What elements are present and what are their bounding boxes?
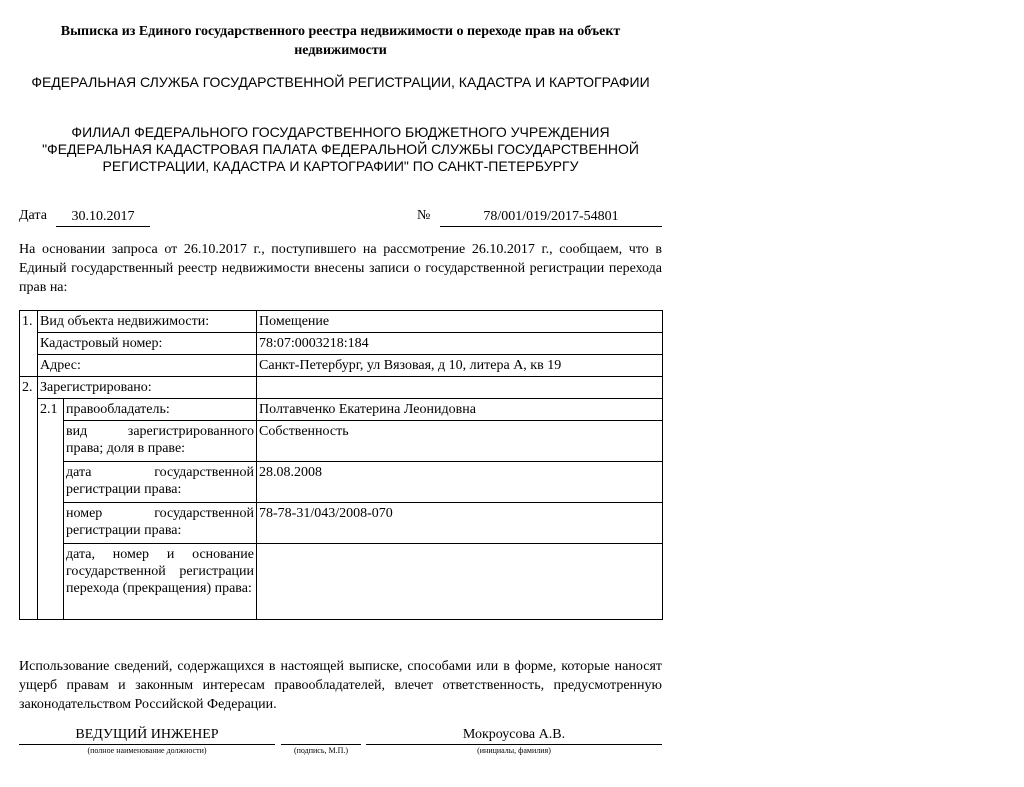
- cadastral-value: 78:07:0003218:184: [257, 333, 663, 355]
- position-block: [19, 726, 275, 756]
- table-row: [20, 333, 663, 355]
- table-row: [20, 355, 663, 377]
- table-row: [20, 421, 663, 462]
- date-number-line: [19, 208, 662, 228]
- reg-number-value: 78-78-31/043/2008-070: [257, 503, 663, 544]
- registered-label: Зарегистрировано:: [38, 377, 257, 399]
- row-number: 2.: [20, 377, 38, 620]
- address-value: Санкт-Петербург, ул Вязовая, д 10, литера А, кв 19: [257, 355, 663, 377]
- cadastral-label: Кадастровый номер:: [38, 333, 257, 355]
- table-row: [20, 311, 663, 333]
- table-row: [20, 399, 663, 421]
- table-row: [20, 503, 663, 544]
- transfer-basis-label: дата, номер и основание государственной регистрации перехода (прекращения) права:: [64, 544, 257, 620]
- number-value: 78/001/019/2017-54801: [440, 208, 662, 227]
- usage-warning: Использование сведений, содержащихся в настоящей выписке, способами или в форме, которые наносят ущерб правам и законным интересам правообладателей, влечет ответственность, предусмотренную законодательством Российской Федерации.: [19, 659, 662, 712]
- table-row: [20, 544, 663, 620]
- table-row: [20, 377, 663, 399]
- document-title: Выписка из Единого государственного реестра недвижимости о переходе прав на объект недвижимости: [60, 24, 621, 58]
- holder-value: Полтавченко Екатерина Леонидовна: [257, 399, 663, 421]
- registered-value: [257, 377, 663, 399]
- name-block: [366, 726, 662, 756]
- signer-name: Мокроусова А.В.: [366, 726, 662, 745]
- table-row: [20, 462, 663, 503]
- date-label: Дата: [19, 208, 47, 223]
- object-type-label: Вид объекта недвижимости:: [38, 311, 257, 333]
- branch-name: ФИЛИАЛ ФЕДЕРАЛЬНОГО ГОСУДАРСТВЕННОГО БЮДЖЕТНОГО УЧРЕЖДЕНИЯ "ФЕДЕРАЛЬНАЯ КАДАСТРОВАЯ ПАЛАТА ФЕДЕРАЛЬНОЙ СЛУЖБЫ ГОСУДАРСТВЕННОЙ РЕГИСТРАЦИИ, КАДАСТРА И КАРТОГРАФИИ" ПО САНКТ-ПЕТЕРБУРГУ: [42, 124, 639, 174]
- name-caption: (инициалы, фамилия): [477, 746, 551, 755]
- records-table: [19, 310, 663, 620]
- address-label: Адрес:: [38, 355, 257, 377]
- number-label: №: [417, 208, 431, 223]
- reg-date-label: дата государственной регистрации права:: [64, 462, 257, 503]
- signature-value: [281, 726, 361, 745]
- reg-number-label: номер государственной регистрации права:: [64, 503, 257, 544]
- position-value: ВЕДУЩИЙ ИНЖЕНЕР: [19, 726, 275, 745]
- object-type-value: Помещение: [257, 311, 663, 333]
- agency-name: ФЕДЕРАЛЬНАЯ СЛУЖБА ГОСУДАРСТВЕННОЙ РЕГИСТРАЦИИ, КАДАСТРА И КАРТОГРАФИИ: [31, 74, 650, 90]
- holder-label: правообладатель:: [64, 399, 257, 421]
- row-number: 1.: [20, 311, 38, 377]
- sub-row-number: 2.1: [38, 399, 64, 620]
- position-caption: (полное наименование должности): [87, 746, 207, 755]
- signature-caption: (подпись, М.П.): [293, 746, 349, 755]
- date-value: 30.10.2017: [56, 208, 150, 227]
- intro-paragraph: На основании запроса от 26.10.2017 г., поступившего на рассмотрение 26.10.2017 г., сообщаем, что в Единый государственный реестр недвижимости внесены записи о государственной регистрации перехода прав на:: [19, 242, 662, 295]
- signature-block: [281, 726, 361, 756]
- right-type-value: Собственность: [257, 421, 663, 462]
- right-type-label: вид зарегистрированного права; доля в праве:: [64, 421, 257, 462]
- transfer-basis-value: [257, 544, 663, 620]
- reg-date-value: 28.08.2008: [257, 462, 663, 503]
